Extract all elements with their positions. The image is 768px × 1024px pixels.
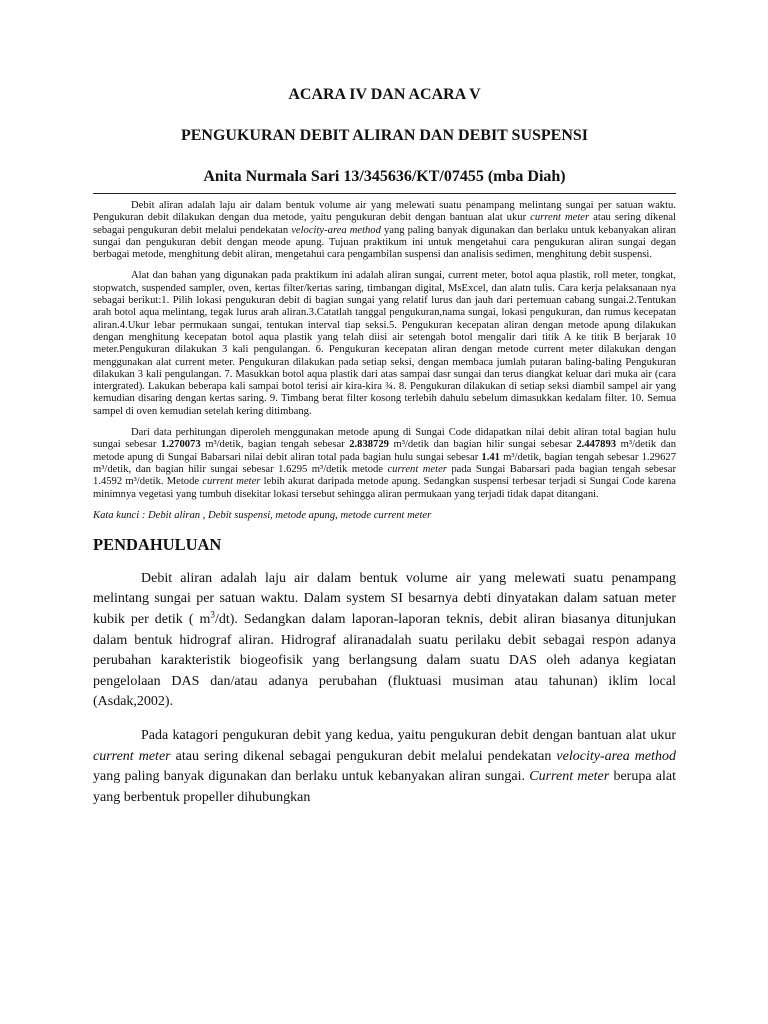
text-run: Pada katagori pengukuran debit yang kedua, yaitu pengukuran debit dengan bantuan alat ukur	[141, 727, 676, 743]
text-run: yang paling banyak digunakan dan berlaku untuk kebanyakan aliran sungai dan pengukuran debit dengan meode apung. Tujuan praktikum ini untuk mengetahui cara pengukuran aliran sungai degan berbagai metode, menghitung debit aliran, mengetahui cara pengambilan suspensi dan analisis sedimen, menghitung debit suspensi.	[93, 224, 676, 261]
abstract-paragraph-2: Alat dan bahan yang digunakan pada praktikum ini adalah aliran sungai, current meter, botol aqua plastik, roll meter, tongkat, stopwatch, suspended sampler, oven, kertas filter/kertas saring, timbangan digital, MsExcel, dan alatn tulis. Cara kerja pelaksanaan nya sebagai berikut:1. Pilih lokasi pengukuran debit di bagian sungai yang relatif lurus dan jauh dari pertemuan cabang sungai.2.Tentukan arah botol aqua melintang, tegak lurus arah aliran.3.Catatlah tanggal pengukuran,nama sungai, lokasi pengukuran, dan rumus kecepatan aliran.4.Ukur lebar permukaan sungai, tentukan interval tiap seksi.5. Pengukuran kecepatan aliran dengan metode apung dilakukan dengan menghitung kecepatan botol aqua plastik yang telah diisi air setengah botol mengalir dari titik A ke titik B berjarak 10 meter.Pengukuran dilakukan 3 kali pengulangan. 6. Pengukuran kecepatan aliran dengan metode current meter dilakukan dengan menggunakan alat current meter. Pengukuran dilakukan pada setiap seksi, dengan membaca jumlah putaran baling-baling Pengukuran dilakukan 3 kali pengulangan. 7. Masukkan botol aqua plastik dari atas sampai dasr sungai dan terus diangkat keluar dari muka air (cara intergrated). Lakukan beberapa kali sampai botol terisi air kira-kira ¾. 8. Pengukuran dilakukan di setiap seksi diambil sampel air yang kemudian disaring dengan kertas saring. 9. Timbang berat filter kosong terlebih dahulu sebelum dimasukkan kedalam filter. 10. Semua sampel di oven kemudian setelah kering ditimbang.	[93, 270, 676, 417]
title-divider	[93, 193, 676, 194]
debit-value: 2.447893	[576, 439, 617, 451]
italic-term: current meter	[202, 476, 261, 488]
text-run: lebih akurat daripada metode apung. Sedangkan suspensi terbesar terjadi si Sungai Code karena minimnya vegetasi yang tumbuh disekitar lokasi tersebut sehingga aliran permukaan yang terjadi tidak dapat ditangani.	[93, 476, 676, 500]
text-run: Dari data perhitungan diperoleh menggunakan metode apung di Sungai Code didapatkan nilai debit aliran total bagian hulu sungai sebesar	[93, 427, 676, 451]
italic-term: velocity-area method	[556, 748, 676, 764]
italic-term: velocity-area method	[291, 224, 381, 236]
italic-term: current meter	[530, 212, 590, 224]
text-run: atau sering dikenal sebagai pengukuran debit melalui pendekatan	[170, 748, 557, 764]
text-run: pada Sungai Babarsari pada bagian tengah sebesar 1.4592 m³/detik. Metode	[93, 463, 676, 488]
text-run: berupa alat yang berbentuk propeller dihubungkan	[93, 769, 677, 805]
abstract-paragraph-1	[93, 200, 676, 261]
debit-value: 1.41	[481, 451, 500, 463]
text-run: atau sering dikenal sebagai pengukuran debit melalui pendekatan	[93, 212, 676, 236]
abstract-paragraph-3	[93, 427, 676, 501]
italic-term: current meter	[387, 463, 447, 475]
text-run: Debit aliran adalah laju air dalam bentuk volume air yang melewati suatu penampang melintang sungai per satuan waktu. Pengukuran debit dilakukan dengan dua metode, yaitu pengukuran debit dengan bantuan alat ukur	[93, 200, 676, 224]
superscript: 3	[210, 609, 215, 620]
debit-value: 2.838729	[349, 439, 389, 451]
text-run: /dt). Sedangkan dalam laporan-laporan teknis, debit aliran biasanya ditunjukan dalam bentuk hidrograf aliran. Hidrograf aliranadalah suatu perilaku debit sebagai respon adanya perubahan karakteristik biogeofisik yang berlangsung dalam suatu DAS oleh adanya kegiatan pengelolaan DAS dan/atau adanya perubahan (fluktuasi musiman atau tahunan) iklim local (Asdak,2002).	[93, 612, 676, 710]
italic-term: Current meter	[529, 769, 610, 785]
text-run: m³/detik dan bagian hilir sungai sebesar	[388, 439, 577, 451]
text-run: m³/detik, bagian tengah sebesar 1.29627 m³/detik, dan bagian hilir sungai sebesar 1.6295 m³/detik metode	[93, 451, 676, 475]
intro-paragraph-2	[93, 726, 676, 808]
italic-term: current meter	[93, 748, 171, 764]
debit-value: 1.270073	[160, 439, 201, 451]
title-pengukuran: PENGUKURAN DEBIT ALIRAN DAN DEBIT SUSPENSI	[180, 127, 589, 144]
text-run: m³/detik dan metode apung di Sungai Babarsari nilai debit aliran total pada bagian hulu sungai sebesar	[93, 439, 676, 463]
author-line: Anita Nurmala Sari 13/345636/KT/07455 (mba Diah)	[203, 168, 566, 185]
text-run: m³/detik, bagian tengah sebesar	[200, 439, 350, 451]
text-run: yang paling banyak digunakan dan berlaku untuk kebanyakan aliran sungai.	[93, 769, 530, 785]
title-acara: ACARA IV DAN ACARA V	[288, 86, 481, 103]
section-title-pendahuluan: PENDAHULUAN	[93, 534, 222, 554]
intro-paragraph-1	[93, 569, 676, 713]
keywords: Kata kunci : Debit aliran , Debit suspensi, metode apung, metode current meter	[93, 509, 432, 521]
text-run: Debit aliran adalah laju air dalam bentuk volume air yang melewati suatu penampang melintang sungai per satuan waktu. Dalam system SI besarnya debti dinyatakan dalam satuan meter kubik per detik ( m	[93, 570, 676, 628]
